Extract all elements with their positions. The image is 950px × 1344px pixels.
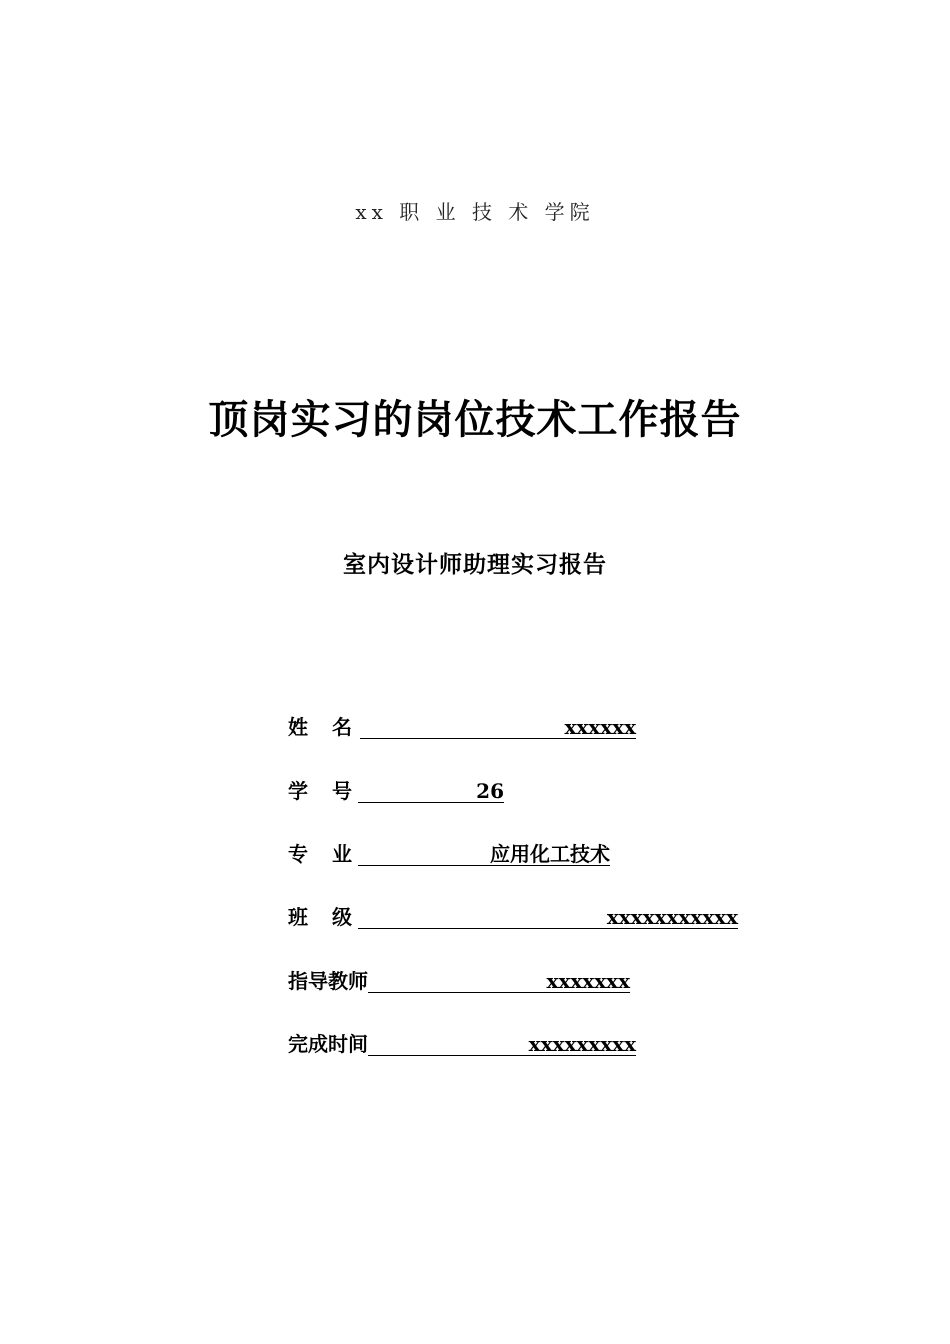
tutor-label: 指导教师 — [288, 969, 368, 993]
report-title: 顶岗实习的岗位技术工作报告 — [208, 397, 742, 443]
info-row-class — [288, 901, 738, 930]
info-row-student-id — [288, 775, 504, 804]
name-value: xxxxxx — [360, 717, 636, 739]
student-id-label: 学 号 — [288, 779, 352, 803]
tutor-value: xxxxxxx — [368, 971, 630, 993]
completion-date-value: xxxxxxxxx — [368, 1034, 636, 1056]
major-value: 应用化工技术 — [358, 844, 610, 866]
institution-name: xx 职 业 技 术 学院 — [355, 200, 595, 224]
student-id-value: 26 — [358, 781, 504, 803]
info-row-major — [288, 838, 610, 867]
info-row-tutor — [288, 965, 630, 994]
major-label: 专 业 — [288, 842, 352, 866]
class-label: 班 级 — [288, 905, 352, 929]
info-row-name — [288, 711, 636, 740]
class-value: xxxxxxxxxxx — [358, 907, 738, 929]
info-row-completion-date — [288, 1028, 636, 1057]
name-label: 姓 名 — [288, 715, 352, 739]
report-subtitle: 室内设计师助理实习报告 — [343, 551, 607, 578]
completion-date-label: 完成时间 — [288, 1032, 368, 1056]
